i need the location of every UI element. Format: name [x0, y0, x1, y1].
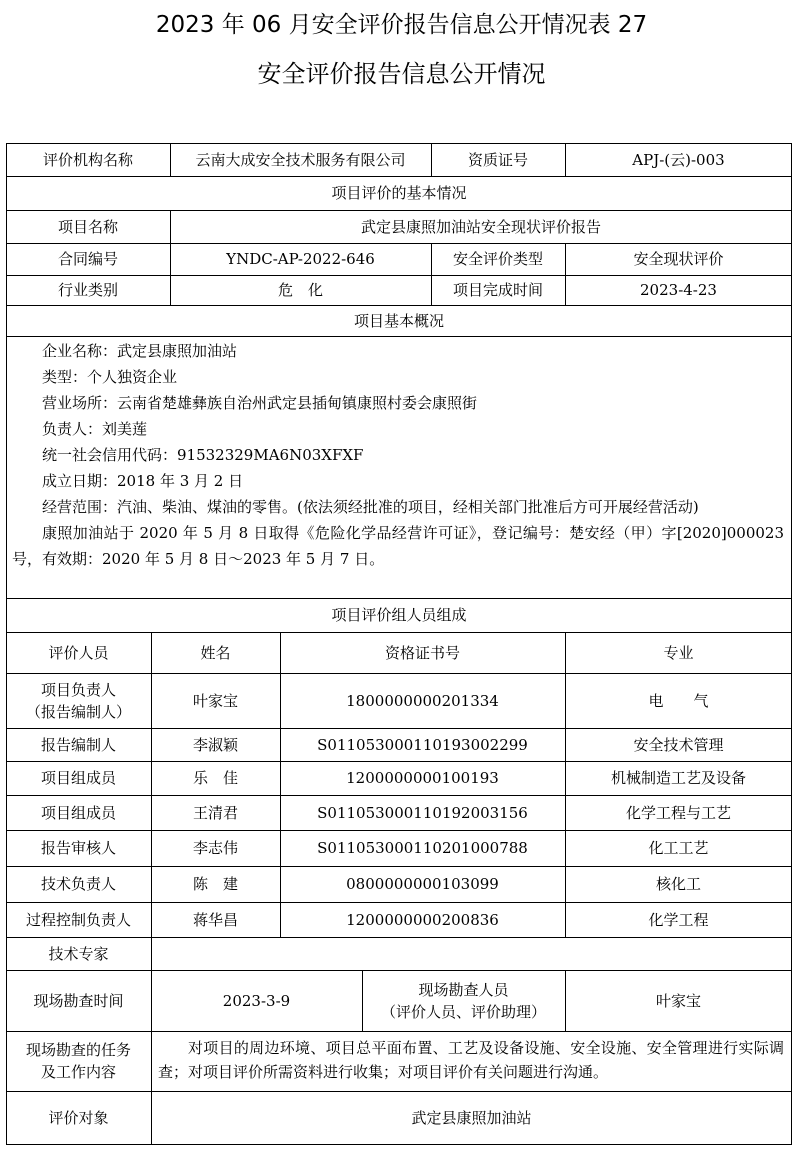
- task-value: [158, 1036, 784, 1084]
- task-label: [6, 1031, 151, 1091]
- team-role: [6, 673, 151, 728]
- overview-line: 经营范围：汽油、柴油、煤油的零售。(依法须经批准的项目，经相关部门批准后方可开展经营活动): [42, 498, 699, 516]
- team-name: 乐 佳: [192, 769, 238, 787]
- survey-time-value: 2023-3-9: [222, 991, 291, 1010]
- industry-label: 行业类别: [57, 281, 118, 299]
- expert-label: 技术专家: [48, 944, 109, 963]
- contract-value: YNDC-AP-2022-646: [226, 250, 375, 268]
- cert-label: 资质证号: [467, 150, 528, 169]
- object-value: 武定县康照加油站: [411, 1109, 532, 1127]
- contract-label: 合同编号: [57, 250, 118, 268]
- org-value: 云南大成安全技术服务有限公司: [195, 150, 406, 169]
- team-name: 王清君: [192, 803, 238, 822]
- team-name: 蒋华昌: [192, 910, 238, 929]
- team-cert: S011053000110201000788: [317, 839, 528, 857]
- team-cert: 0800000000103099: [346, 875, 499, 893]
- team-major: 核化工: [655, 875, 701, 893]
- overview-line: 类型：个人独资企业: [42, 368, 178, 386]
- cert-value: APJ-(云)-003: [632, 150, 725, 169]
- survey-staff-label-line: 现场勘查人员: [418, 980, 509, 999]
- team-name: 叶家宝: [192, 691, 238, 710]
- survey-time-label: 现场勘查时间: [33, 991, 124, 1010]
- survey-staff-label: [362, 970, 565, 1031]
- team-role: 技术负责人: [40, 875, 116, 893]
- eval-type-value: 安全现状评价: [633, 250, 724, 268]
- page-title: 2023 年 06 月安全评价报告信息公开情况表 27: [155, 12, 648, 38]
- industry-value: 危 化: [277, 281, 323, 299]
- team-role-line: （报告编制人）: [25, 702, 131, 721]
- team-major: 安全技术管理: [633, 735, 724, 754]
- team-header-cert: 资格证书号: [384, 643, 460, 662]
- page-subtitle: 安全评价报告信息公开情况: [257, 60, 546, 88]
- finish-time-value: 2023-4-23: [640, 281, 717, 299]
- team-role: 项目组成员: [40, 769, 116, 787]
- org-label: 评价机构名称: [42, 150, 133, 169]
- team-role: 报告审核人: [40, 839, 116, 857]
- team-name: 李志伟: [192, 839, 238, 857]
- team-cert: S011053000110193002299: [317, 735, 528, 754]
- overview-line: 康照加油站于 2020 年 5 月 8 日取得《危险化学品经营许可证》，登记编号：楚安经（甲）字[2020]000023 号，有效期：2020 年 5 月 8 日～2023 年 5 月 7 日。: [12, 524, 784, 568]
- team-cert: S011053000110192003156: [317, 803, 528, 822]
- overview-line: 负责人：刘美莲: [42, 420, 148, 438]
- team-role-line: 项目负责人: [40, 680, 116, 699]
- team-section-heading: 项目评价组人员组成: [331, 606, 467, 624]
- team-major: 机械制造工艺及设备: [610, 769, 746, 787]
- basic-section-heading: 项目评价的基本情况: [331, 184, 467, 202]
- task-text: 对项目的周边环境、项目总平面布置、工艺及设备设施、安全设施、安全管理进行实际调查；对项目评价所需资料进行收集；对项目评价有关问题进行沟通。: [158, 1039, 784, 1081]
- team-major: 化学工程与工艺: [625, 803, 731, 822]
- team-header-role: 评价人员: [48, 643, 109, 662]
- team-cert: 1200000000100193: [346, 769, 499, 787]
- overview-text: [12, 338, 784, 572]
- task-label-line: 现场勘查的任务: [25, 1041, 131, 1059]
- eval-type-label: 安全评价类型: [452, 250, 543, 268]
- team-header-name: 姓名: [200, 643, 231, 662]
- team-role: 项目组成员: [40, 803, 116, 822]
- team-role: 过程控制负责人: [25, 910, 131, 929]
- survey-staff-label-line: （评价人员、评价助理）: [380, 1002, 546, 1021]
- overview-line: 统一社会信用代码：91532329MA6N03XFXF: [42, 446, 364, 464]
- team-role: 报告编制人: [40, 735, 116, 754]
- team-header-major: 专业: [663, 643, 694, 662]
- overview-section-heading: 项目基本概况: [353, 311, 444, 330]
- team-major: 化学工程: [648, 910, 709, 929]
- object-label: 评价对象: [48, 1109, 109, 1127]
- project-name-value: 武定县康照加油站安全现状评价报告: [360, 217, 601, 236]
- team-major: 化工工艺: [648, 839, 709, 857]
- project-name-label: 项目名称: [57, 217, 118, 236]
- team-name: 陈 建: [192, 875, 238, 893]
- survey-staff-value: 叶家宝: [655, 991, 701, 1010]
- team-major: 电 气: [648, 691, 709, 710]
- overview-line: 成立日期：2018 年 3 月 2 日: [42, 472, 244, 490]
- finish-time-label: 项目完成时间: [452, 281, 543, 299]
- team-name: 李淑颖: [192, 735, 238, 754]
- overview-line: 营业场所：云南省楚雄彝族自治州武定县插甸镇康照村委会康照街: [42, 394, 478, 412]
- team-cert: 1200000000200836: [346, 910, 499, 929]
- team-cert: 1800000000201334: [346, 691, 499, 710]
- overview-line: 企业名称：武定县康照加油站: [42, 342, 238, 360]
- task-label-line: 及工作内容: [40, 1063, 116, 1081]
